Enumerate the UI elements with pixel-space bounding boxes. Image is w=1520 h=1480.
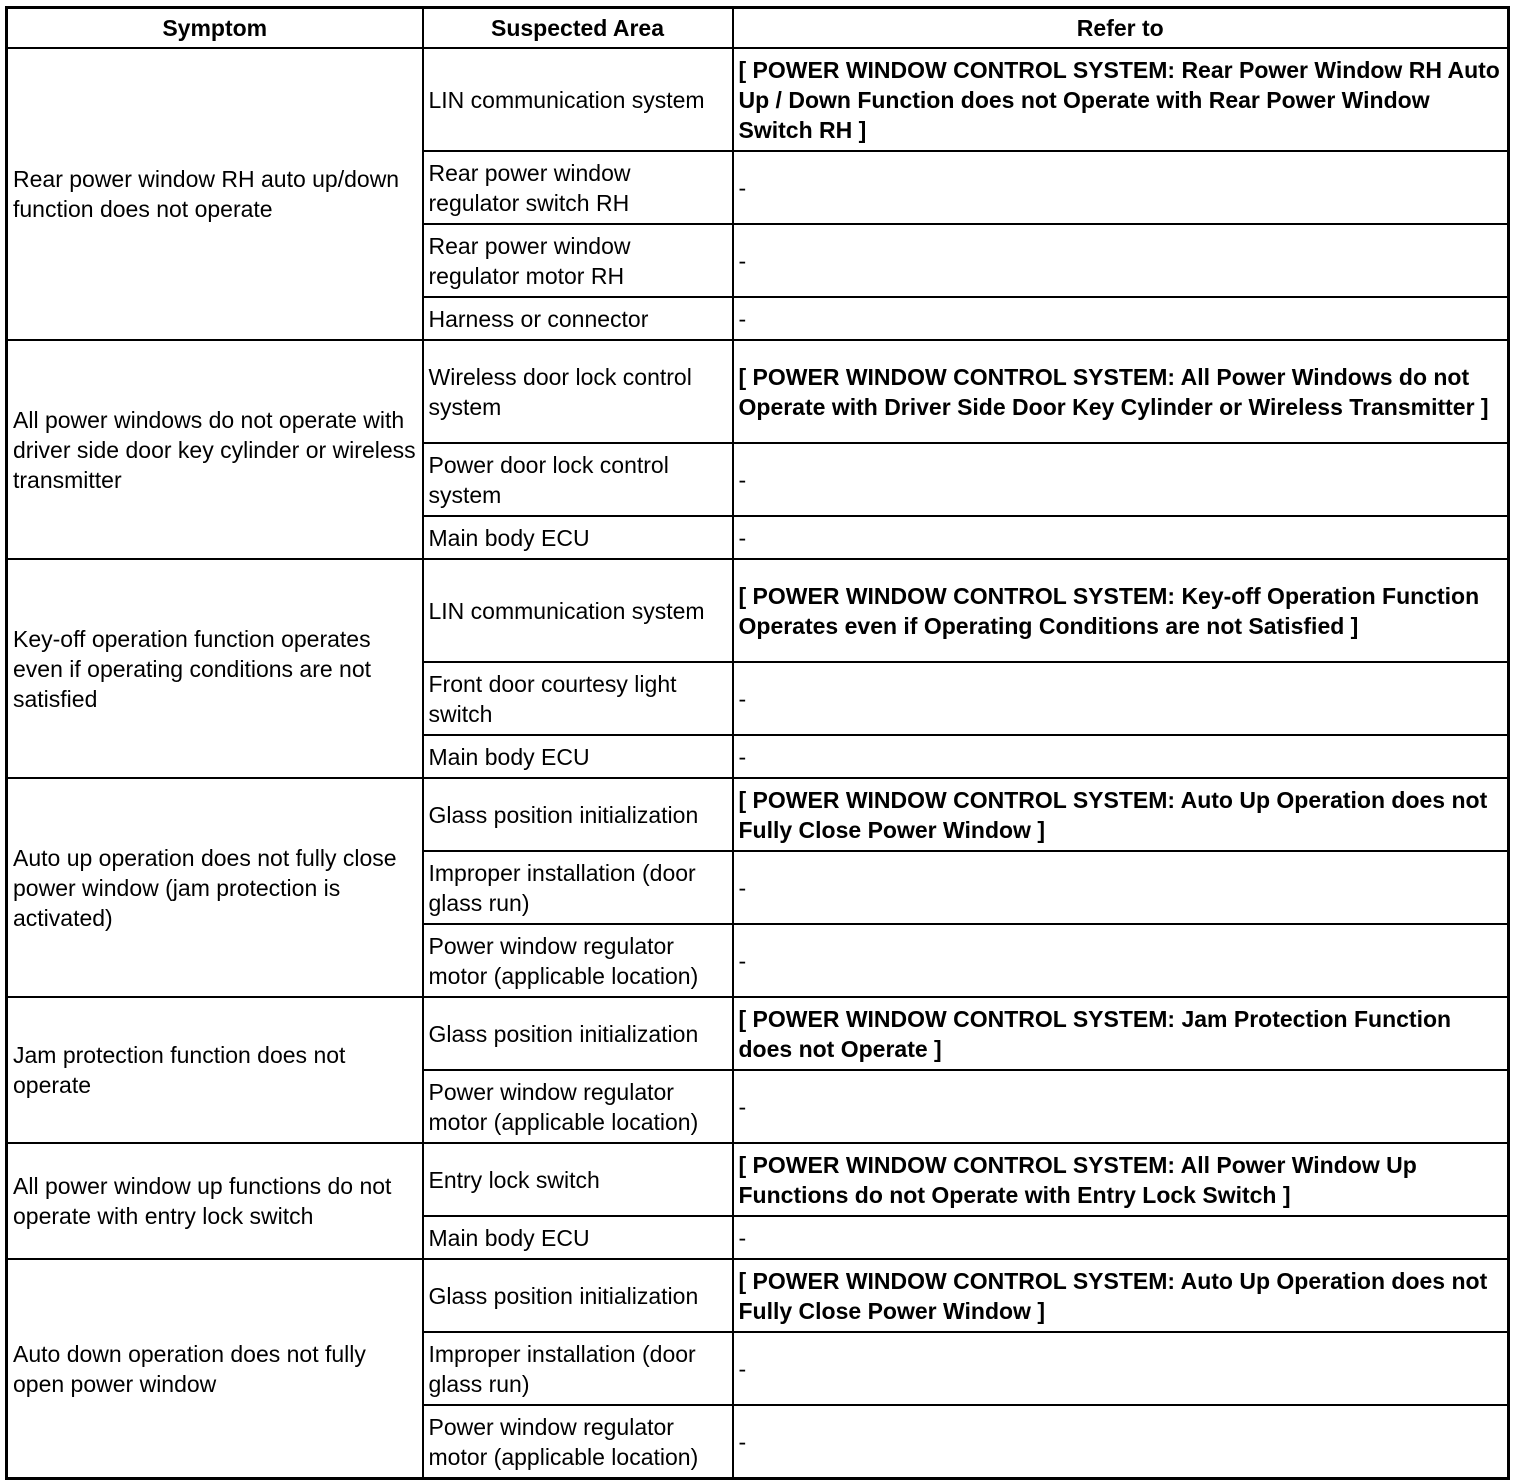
suspected-area-cell: Improper installation (door glass run) bbox=[423, 1332, 733, 1405]
header-symptom: Symptom bbox=[7, 8, 423, 49]
suspected-area-cell: Main body ECU bbox=[423, 735, 733, 778]
symptom-cell: Rear power window RH auto up/down function does not operate bbox=[7, 48, 423, 340]
suspected-area-cell: Glass position initialization bbox=[423, 778, 733, 851]
suspected-area-cell: Rear power window regulator motor RH bbox=[423, 224, 733, 297]
table-row bbox=[7, 997, 1509, 1070]
suspected-area-cell: Power window regulator motor (applicable location) bbox=[423, 1070, 733, 1143]
header-row bbox=[7, 8, 1509, 49]
table-row bbox=[7, 778, 1509, 851]
suspected-area-cell: LIN communication system bbox=[423, 48, 733, 151]
refer-to-cell: - bbox=[733, 662, 1509, 735]
refer-to-link[interactable]: [ POWER WINDOW CONTROL SYSTEM: Auto Up Operation does not Fully Close Power Window ] bbox=[733, 778, 1509, 851]
suspected-area-cell: Front door courtesy light switch bbox=[423, 662, 733, 735]
suspected-area-cell: Glass position initialization bbox=[423, 1259, 733, 1332]
header-refer-to: Refer to bbox=[733, 8, 1509, 49]
symptom-cell: Key-off operation function operates even if operating conditions are not satisfied bbox=[7, 559, 423, 778]
refer-to-link[interactable]: [ POWER WINDOW CONTROL SYSTEM: Auto Up Operation does not Fully Close Power Window ] bbox=[733, 1259, 1509, 1332]
refer-to-cell: - bbox=[733, 735, 1509, 778]
header-suspected-area: Suspected Area bbox=[423, 8, 733, 49]
refer-to-cell: - bbox=[733, 851, 1509, 924]
refer-to-cell: - bbox=[733, 443, 1509, 516]
suspected-area-cell: Main body ECU bbox=[423, 1216, 733, 1259]
symptom-cell: Auto down operation does not fully open power window bbox=[7, 1259, 423, 1479]
refer-to-cell: - bbox=[733, 151, 1509, 224]
table-row bbox=[7, 1143, 1509, 1216]
refer-to-link[interactable]: [ POWER WINDOW CONTROL SYSTEM: All Power Window Up Functions do not Operate with Entry Lock Switch ] bbox=[733, 1143, 1509, 1216]
suspected-area-cell: Power window regulator motor (applicable location) bbox=[423, 924, 733, 997]
refer-to-link[interactable]: [ POWER WINDOW CONTROL SYSTEM: Jam Protection Function does not Operate ] bbox=[733, 997, 1509, 1070]
refer-to-cell: - bbox=[733, 1332, 1509, 1405]
symptom-cell: All power window up functions do not operate with entry lock switch bbox=[7, 1143, 423, 1259]
table-row bbox=[7, 1259, 1509, 1332]
table-row bbox=[7, 340, 1509, 443]
suspected-area-cell: Wireless door lock control system bbox=[423, 340, 733, 443]
refer-to-link[interactable]: [ POWER WINDOW CONTROL SYSTEM: All Power Windows do not Operate with Driver Side Door Key Cylinder or Wireless Transmitter ] bbox=[733, 340, 1509, 443]
suspected-area-cell: Improper installation (door glass run) bbox=[423, 851, 733, 924]
suspected-area-cell: Power window regulator motor (applicable location) bbox=[423, 1405, 733, 1479]
suspected-area-cell: Main body ECU bbox=[423, 516, 733, 559]
suspected-area-cell: Entry lock switch bbox=[423, 1143, 733, 1216]
suspected-area-cell: Harness or connector bbox=[423, 297, 733, 340]
refer-to-cell: - bbox=[733, 1405, 1509, 1479]
refer-to-cell: - bbox=[733, 516, 1509, 559]
symptom-cell: Auto up operation does not fully close power window (jam protection is activated) bbox=[7, 778, 423, 997]
refer-to-link[interactable]: [ POWER WINDOW CONTROL SYSTEM: Key-off Operation Function Operates even if Operating Conditions are not Satisfied ] bbox=[733, 559, 1509, 662]
symptom-cell: Jam protection function does not operate bbox=[7, 997, 423, 1143]
refer-to-cell: - bbox=[733, 924, 1509, 997]
suspected-area-cell: LIN communication system bbox=[423, 559, 733, 662]
refer-to-cell: - bbox=[733, 1216, 1509, 1259]
suspected-area-cell: Glass position initialization bbox=[423, 997, 733, 1070]
refer-to-link[interactable]: [ POWER WINDOW CONTROL SYSTEM: Rear Power Window RH Auto Up / Down Function does not Operate with Rear Power Window Switch RH ] bbox=[733, 48, 1509, 151]
symptom-cell: All power windows do not operate with driver side door key cylinder or wireless transmitter bbox=[7, 340, 423, 559]
table-row bbox=[7, 559, 1509, 662]
table-row bbox=[7, 48, 1509, 151]
suspected-area-cell: Rear power window regulator switch RH bbox=[423, 151, 733, 224]
refer-to-cell: - bbox=[733, 224, 1509, 297]
suspected-area-cell: Power door lock control system bbox=[423, 443, 733, 516]
refer-to-cell: - bbox=[733, 1070, 1509, 1143]
troubleshooting-table bbox=[5, 6, 1510, 1480]
refer-to-cell: - bbox=[733, 297, 1509, 340]
